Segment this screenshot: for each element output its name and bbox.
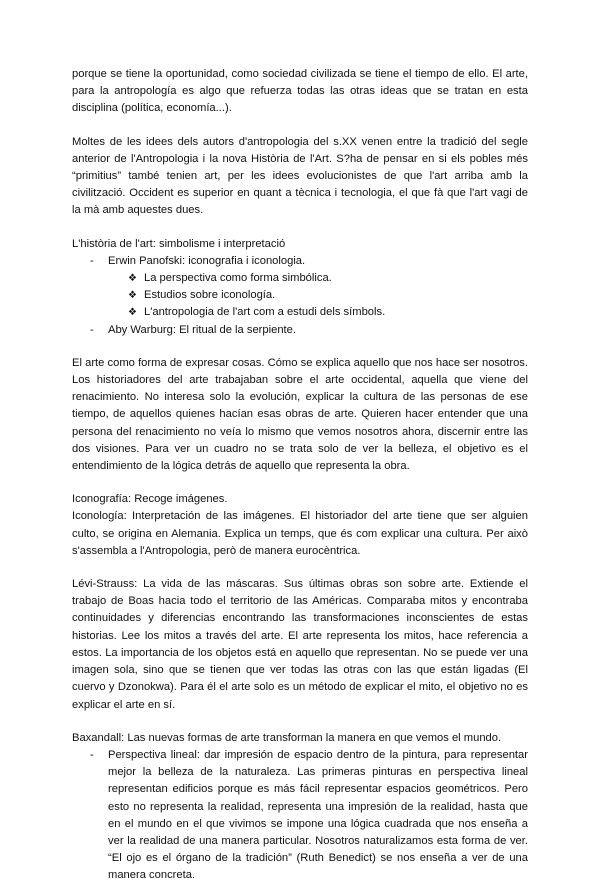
sublist-item xyxy=(72,270,528,287)
diamond-bullet-icon: ❖ xyxy=(128,307,137,319)
dash-marker: - xyxy=(90,323,94,336)
sublist-item-anthropology-symbols: L'antropologia de l'art com a estudi dels símbols. xyxy=(144,306,386,319)
list-item-warburg: Aby Warburg: El ritual de la serpiente. xyxy=(108,323,296,336)
paragraph-anthropology-tradition: Moltes de les idees dels autors d'antropologia del s.XX venen entre la tradició del segle anterior de l'Antropologia i la nova Història de l'Art. S?ha de pensar en si els pobles més “primitius” també tenien art, per les idees evolucionistes de que l'art arriba amb la civilització. Occident es superior en quant a tècnica i tecnologia, el que fà que l'art vagi de la mà amb aquestes dues. xyxy=(72,135,528,217)
list-item xyxy=(72,747,528,885)
document-body xyxy=(72,66,528,885)
paragraph-baxandall: Baxandall: Las nuevas formas de arte transforman la manera en que vemos el mundo. xyxy=(72,731,502,744)
list-item xyxy=(72,253,528,270)
paragraph-iconology: Iconología: Interpretación de las imágenes. El historiador del arte tiene que ser alguien culto, se origina en Alemania. Explica un temps, que és com explicar una cultura. Per això s'assembla a l'Antropologia, però de manera eurocèntrica. xyxy=(72,510,528,557)
dash-marker: - xyxy=(90,254,94,267)
diamond-bullet-icon: ❖ xyxy=(128,273,137,285)
paragraph-levi-strauss: Lévi-Strauss: La vida de las máscaras. Sus últimas obras son sobre arte. Extiende el trabajo de Boas hacia todo el territorio de las Américas. Comparaba mitos y encontraba continuidades y diferencias encontrando las transformaciones inconscientes de estas historias. Lee los mitos a través del arte. El arte representa los mitos, hace referencia a estos. La importancia de los objetos está en aquello que representan. No se puede ver una imagen sola, sino que se tienen que ver todas las otras con las que están ligadas (El cuervo y Dzonokwa). Para él el arte solo es un método de explicar el mito, el objetivo no es explicar el arte en sí. xyxy=(72,578,528,711)
list-item-panofski: Erwin Panofski: iconografia i iconologia. xyxy=(108,254,306,267)
section-heading-history-of-art: L'història de l'art: simbolisme i interpretació xyxy=(72,237,286,250)
sublist-item-perspective: La perspectiva como forma simbólica. xyxy=(144,272,332,285)
diamond-bullet-icon: ❖ xyxy=(128,290,137,302)
dash-marker: - xyxy=(90,748,94,761)
list-item xyxy=(72,322,528,339)
list-item-linear-perspective: Perspectiva lineal: dar impresión de espacio dentro de la pintura, para representar mejor la belleza de la naturaleza. Las primeras pinturas en perspectiva lineal representan edificios porque es más fácil representar espacios geométricos. Pero esto no representa la realidad, representa una impresión de la realidad, hasta que en el mundo en el que vivimos se impone una lógica cuadrada que nos enseña a ver la realidad de una manera particular. Nosotros naturalizamos esta forma de ver. “El ojo es el órgano de la tradición” (Ruth Benedict) se nos enseña a ver de una manera concreta. xyxy=(108,748,528,882)
sublist-item xyxy=(72,304,528,321)
paragraph-iconography: Iconografía: Recoge imágenes. xyxy=(72,493,228,506)
sublist-item-iconology: Estudios sobre iconología. xyxy=(144,289,276,302)
paragraph-intro: porque se tiene la oportunidad, como sociedad civilizada se tiene el tiempo de ello. El arte, para la antropología es algo que refuerza todas las otras ideas que se tratan en esta disciplina (política, economía...). xyxy=(72,68,528,115)
paragraph-art-expression: El arte como forma de expresar cosas. Cómo se explica aquello que nos hace ser nosotros. Los historiadores del arte trabajaban sobre el arte occidental, aquella que viene del renacimiento. No interesa solo la evolución, explicar la cultura de las personas de ese tiempo, de aquellos quienes hacían esas obras de arte. Quieren hacer entender que una persona del renacimiento no veía lo mismo que vemos nosotros ahora, discernir entre las dos visiones. Para ver un cuadro no se trata solo de ver la belleza, el objetivo es el entendimiento de la lógica detrás de aquello que representa la obra. xyxy=(72,356,528,473)
sublist-item xyxy=(72,287,528,304)
